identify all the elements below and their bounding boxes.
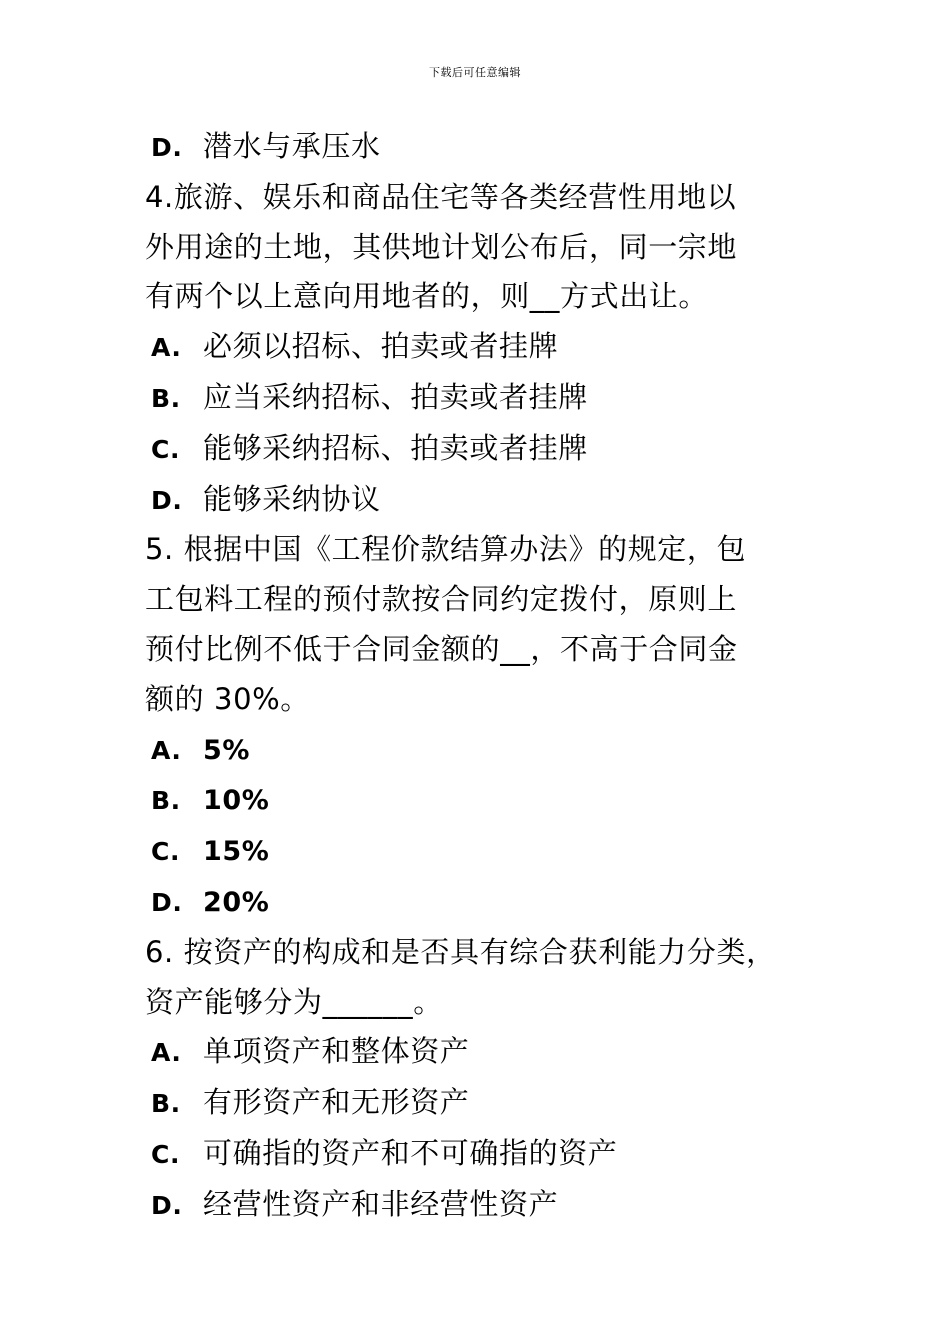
question-5-line-4: 额的 30%。	[145, 681, 310, 716]
question-4-option-a	[145, 322, 825, 373]
question-4-line-1: 4.旅游、娱乐和商品住宅等各类经营性用地以	[145, 179, 737, 214]
option-text: 20%	[203, 886, 270, 918]
question-4	[145, 173, 825, 322]
option-letter: B.	[151, 383, 181, 413]
option-text: 可确指的资产和不可确指的资产	[203, 1135, 618, 1170]
option-text: 单项资产和整体资产	[203, 1034, 470, 1069]
question-4-line-2: 外用途的土地，其供地计划公布后，同一宗地	[145, 229, 738, 264]
question-6-line-1: 6. 按资产的构成和是否具有综合获利能力分类，	[145, 934, 776, 969]
question-6-option-a	[145, 1027, 825, 1078]
option-letter: D.	[151, 887, 183, 917]
question-4-option-d	[145, 475, 825, 526]
prev-question-option-d	[145, 122, 825, 173]
option-letter: C.	[151, 837, 181, 867]
option-letter: A.	[151, 1038, 182, 1068]
question-4-option-b	[145, 373, 825, 424]
question-5-option-c	[145, 826, 825, 877]
option-text: 15%	[203, 836, 270, 868]
question-5-option-b	[145, 775, 825, 826]
question-4-line-3: 有两个以上意向用地者的，则__方式出让。	[145, 279, 709, 314]
question-6-option-c	[145, 1129, 825, 1180]
option-letter: D.	[151, 133, 183, 162]
option-letter: D.	[151, 1190, 183, 1220]
option-text: 10%	[203, 785, 270, 817]
question-5-option-d	[145, 877, 825, 928]
question-5-line-3: 预付比例不低于合同金额的__，不高于合同金	[145, 631, 738, 666]
question-5-option-a	[145, 725, 825, 776]
option-text: 潜水与承压水	[203, 129, 381, 163]
option-letter: C.	[151, 434, 181, 464]
option-letter: B.	[151, 1089, 181, 1119]
question-6-option-b	[145, 1078, 825, 1129]
option-text: 必须以招标、拍卖或者挂牌	[203, 329, 559, 364]
option-text: 应当采纳招标、拍卖或者挂牌	[203, 379, 588, 414]
question-6-line-2: 资产能够分为______。	[145, 984, 443, 1019]
option-letter: A.	[151, 333, 182, 363]
question-6-option-d	[145, 1180, 825, 1231]
question-5-line-1: 5. 根据中国《工程价款结算办法》的规定，包	[145, 532, 747, 567]
document-body	[145, 122, 825, 1231]
question-4-option-c	[145, 424, 825, 475]
option-text: 能够采纳招标、拍卖或者挂牌	[203, 430, 588, 465]
question-5	[145, 525, 825, 724]
question-6	[145, 928, 825, 1028]
page-header-note: 下载后可任意编辑	[429, 66, 521, 79]
option-text: 有形资产和无形资产	[203, 1085, 470, 1120]
option-text: 能够采纳协议	[203, 481, 381, 516]
option-text: 5%	[203, 734, 251, 766]
question-5-line-2: 工包料工程的预付款按合同约定拨付，原则上	[145, 582, 738, 617]
option-letter: B.	[151, 786, 181, 816]
option-letter: A.	[151, 735, 182, 765]
option-text: 经营性资产和非经营性资产	[203, 1186, 559, 1221]
option-letter: C.	[151, 1139, 181, 1169]
option-letter: D.	[151, 485, 183, 515]
